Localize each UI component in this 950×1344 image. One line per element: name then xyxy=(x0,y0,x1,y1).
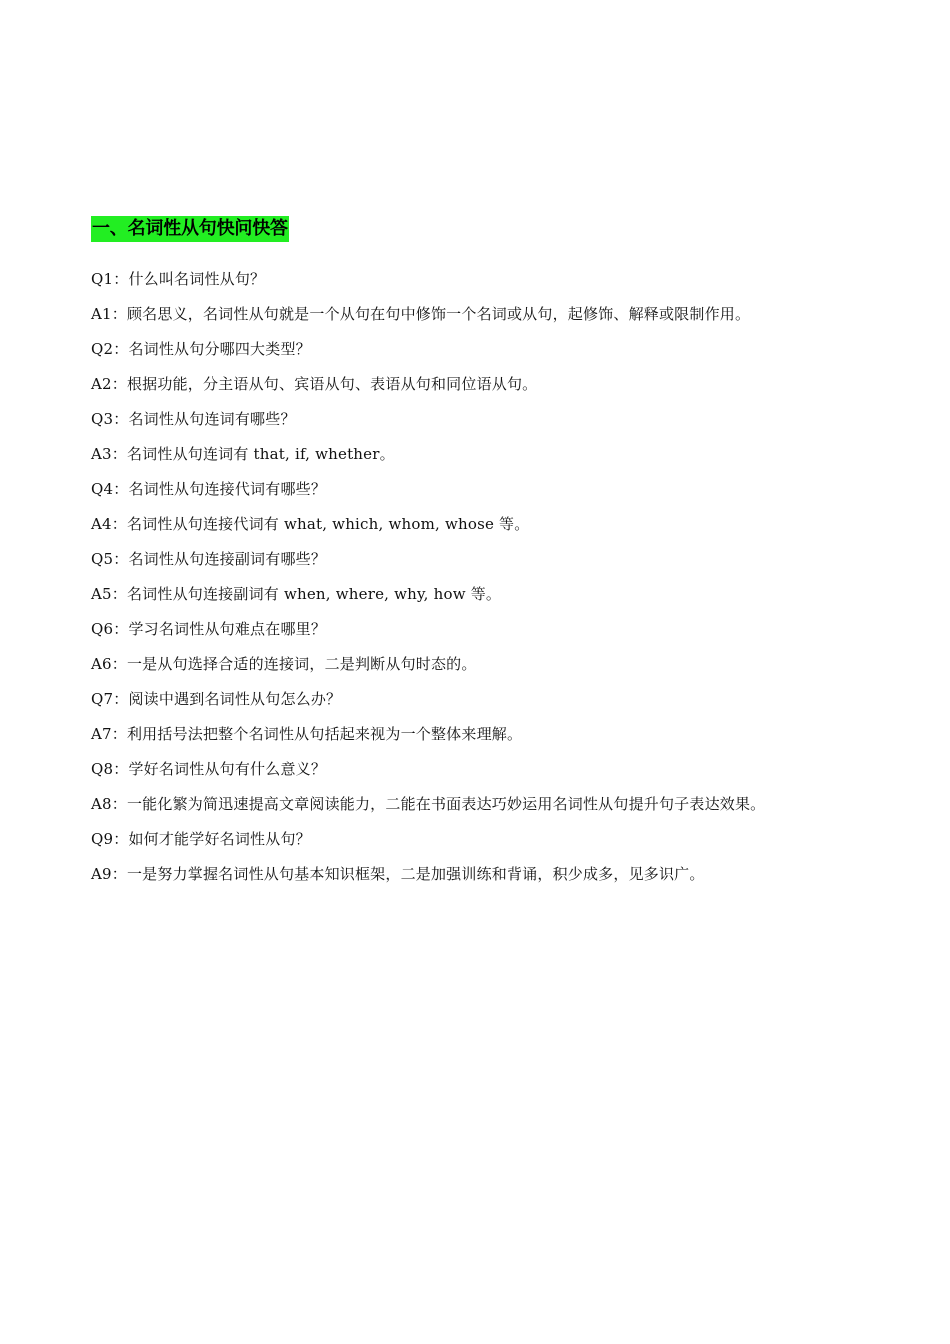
question-line: Q8：学好名词性从句有什么意义？ xyxy=(91,760,327,778)
answer-line: A3：名词性从句连词有 that, if, whether。 xyxy=(91,445,395,463)
answer-line: A7：利用括号法把整个名词性从句括起来视为一个整体来理解。 xyxy=(91,725,523,743)
section-heading: 一、名词性从句快问快答 xyxy=(91,216,289,242)
answer-line: A2：根据功能，分主语从句、宾语从句、表语从句和同位语从句。 xyxy=(91,375,538,393)
question-line: Q5：名词性从句连接副词有哪些？ xyxy=(91,550,327,568)
answer-line: A1：顾名思义，名词性从句就是一个从句在句中修饰一个名词或从句，起修饰、解释或限制作用。 xyxy=(91,305,751,323)
answer-line: A6：一是从句选择合适的连接词，二是判断从句时态的。 xyxy=(91,655,477,673)
answer-line: A8：一能化繁为简迅速提高文章阅读能力，二能在书面表达巧妙运用名词性从句提升句子表达效果。 xyxy=(91,795,766,813)
answer-line: A5：名词性从句连接副词有 when, where, why, how 等。 xyxy=(91,585,502,603)
answer-line: A4：名词性从句连接代词有 what, which, whom, whose 等。 xyxy=(91,515,530,533)
qa-list xyxy=(91,266,871,896)
question-line: Q7：阅读中遇到名词性从句怎么办？ xyxy=(91,690,342,708)
question-line: Q6：学习名词性从句难点在哪里？ xyxy=(91,620,327,638)
question-line: Q3：名词性从句连词有哪些？ xyxy=(91,410,296,428)
answer-line: A9：一是努力掌握名词性从句基本知识框架，二是加强训练和背诵，积少成多，见多识广。 xyxy=(91,865,705,883)
question-line: Q4：名词性从句连接代词有哪些？ xyxy=(91,480,327,498)
question-line: Q9：如何才能学好名词性从句？ xyxy=(91,830,311,848)
question-line: Q1：什么叫名词性从句？ xyxy=(91,270,266,288)
question-line: Q2：名词性从句分哪四大类型？ xyxy=(91,340,311,358)
